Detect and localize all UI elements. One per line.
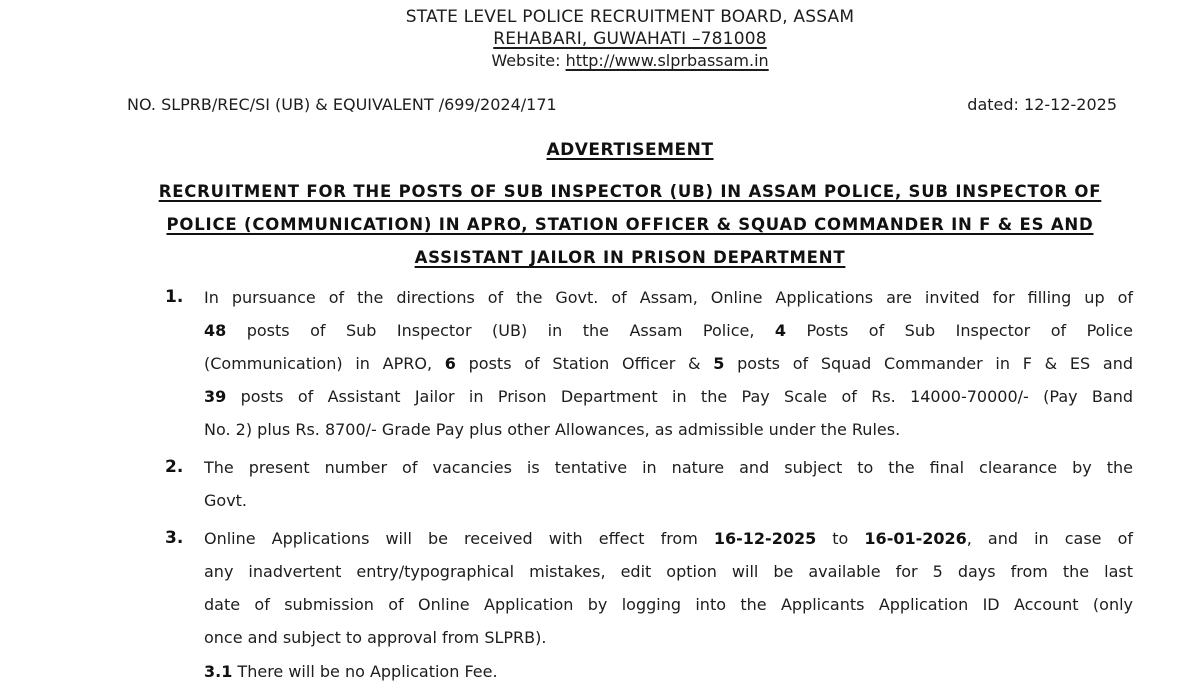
paragraph-line: once and subject to approval from SLPRB). <box>204 628 547 647</box>
reference-row <box>127 94 1117 116</box>
sub-item-line: 3.1 There will be no Application Fee. <box>204 662 498 681</box>
paragraph-line: any inadvertent entry/typographical mistakes, edit option will be available for 5 days from the last <box>204 562 1133 581</box>
org-name: STATE LEVEL POLICE RECRUITMENT BOARD, ASSAM <box>405 7 855 27</box>
notice-title-line: ASSISTANT JAILOR IN PRISON DEPARTMENT <box>414 248 846 267</box>
letterhead <box>100 6 1160 72</box>
paragraph-line: Online Applications will be received with effect from 16-12-2025 to 16-01-2026, and in case of <box>204 529 1134 548</box>
paragraph-line: No. 2) plus Rs. 8700/- Grade Pay plus other Allowances, as admissible under the Rules. <box>204 420 901 439</box>
advertisement-heading-text: ADVERTISEMENT <box>546 140 714 160</box>
list-item <box>165 281 1133 446</box>
website-link[interactable]: http://www.slprbassam.in <box>565 51 769 70</box>
item-text <box>204 451 1133 517</box>
paragraph-line: 48 posts of Sub Inspector (UB) in the Assam Police, 4 Posts of Sub Inspector of Police <box>204 321 1134 340</box>
dated-text: dated: 12-12-2025 <box>967 95 1117 114</box>
paragraph-line: In pursuance of the directions of the Govt. of Assam, Online Applications are invited for filling up of <box>204 288 1133 307</box>
item-number: 3. <box>165 528 184 548</box>
org-address-text: REHABARI, GUWAHATI –781008 <box>493 29 767 49</box>
paragraph-line: date of submission of Online Application by logging into the Applicants Application ID Account (only <box>204 595 1133 614</box>
website-label: Website: <box>491 51 561 70</box>
org-address <box>100 28 1160 50</box>
paragraph-line: (Communication) in APRO, 6 posts of Station Officer & 5 posts of Squad Commander in F & ES and <box>204 354 1133 373</box>
item-text <box>204 522 1133 688</box>
item-number: 2. <box>165 457 184 477</box>
paragraph-line: The present number of vacancies is tentative in nature and subject to the final clearance by the <box>204 458 1133 477</box>
paragraph-line: Govt. <box>204 491 248 510</box>
reference-number: NO. SLPRB/REC/SI (UB) & EQUIVALENT /699/2024/171 <box>127 95 557 114</box>
notice-title-line: POLICE (COMMUNICATION) IN APRO, STATION OFFICER & SQUAD COMMANDER IN F & ES AND <box>166 215 1094 234</box>
website-line <box>100 50 1160 72</box>
item-number: 1. <box>165 287 184 307</box>
notice-title-line: RECRUITMENT FOR THE POSTS OF SUB INSPECTOR (UB) IN ASSAM POLICE, SUB INSPECTOR OF <box>158 182 1102 201</box>
advertisement-heading <box>100 139 1160 161</box>
paragraph-line: 39 posts of Assistant Jailor in Prison Department in the Pay Scale of Rs. 14000-70000/- (Pay Band <box>204 387 1133 406</box>
list-item <box>165 522 1133 688</box>
numbered-list <box>165 281 1133 688</box>
list-item <box>165 451 1133 517</box>
item-text <box>204 281 1133 446</box>
notice-title <box>100 175 1160 274</box>
